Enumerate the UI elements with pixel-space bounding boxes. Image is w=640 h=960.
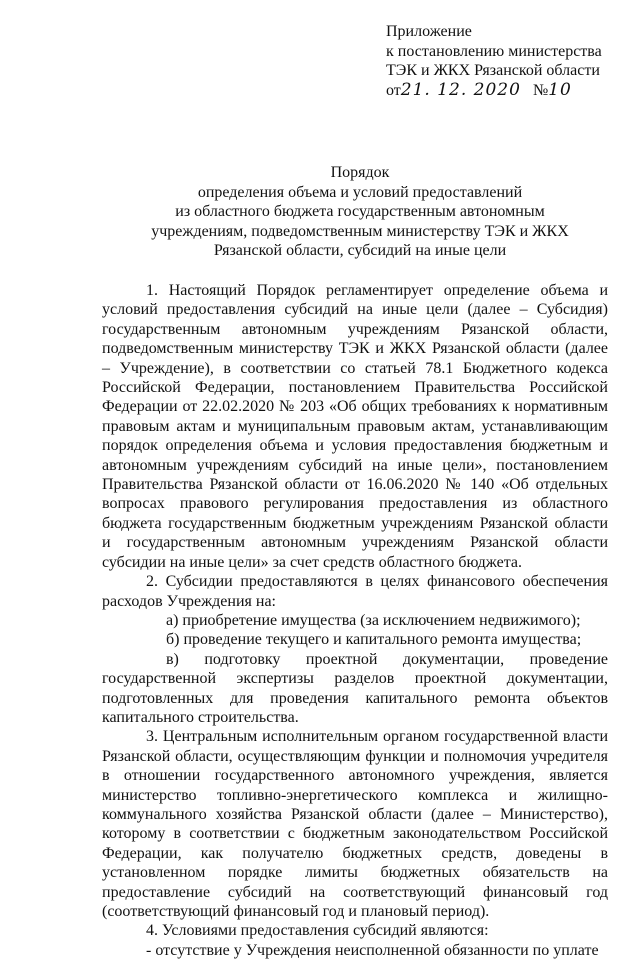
handwritten-number: 10: [548, 79, 572, 100]
annex-line-ministry: ТЭК и ЖКХ Рязанской области: [386, 62, 600, 79]
title-line-2: определения объема и условий предоставлений: [197, 183, 523, 201]
paragraph-1: 1. Настоящий Порядок регламентирует определение объема и условий предоставления субсидий на иные цели (далее – Субсидия) государственным автономным учреждениям Рязанской области, подведомственным министерству ТЭК и ЖКХ Рязанской области (далее – Учреждение), в соответствии со статьей 78.1 Бюджетного кодекса Российской Федерации, постановлением Правительства Российской Федерации от 22.02.2020 № 203 «Об общих требованиях к нормативным правовым актам и муниципальным правовым актам, устанавливающим порядок определения объема и условия предоставления бюджетным и автономным учреждениям субсидий на иные цели», постановлением Правительства Рязанской области от 16.06.2020 № 140 «Об отдельных вопросах правового регулирования предоставления из областного бюджета государственным бюджетным учреждениям Рязанской области и государственным автономным учреждениям Рязанской области субсидии на иные цели» за счет средств областного бюджета.: [102, 282, 608, 571]
document-title: [150, 163, 570, 261]
annex-title: Приложение: [386, 23, 472, 40]
paragraph-4: 4. Условиями предоставления субсидий являются:: [146, 922, 489, 940]
title-line-4: учреждениям, подведомственным министерству ТЭК и ЖКХ: [151, 222, 569, 240]
paragraph-2b: б) проведение текущего и капитального ремонта имущества;: [166, 631, 582, 649]
title-line-1: Порядок: [330, 164, 390, 181]
paragraph-3: 3. Центральным исполнительным органом государственной власти Рязанской области, осуществляющим функции и полномочия учредителя в отношении государственного автономного учреждения, является министерство топливно-энергетического комплекса и жилищно-коммунального хозяйства Рязанской области (далее – Министерство), которому в соответствии с бюджетным законодательством Российской Федерации, как получателю бюджетных средств, доведены в установленном порядке лимиты бюджетных обязательств на предоставление субсидий на соответствующий финансовый год (соответствующий финансовый год и плановый период).: [102, 728, 608, 920]
title-line-5: Рязанской области, субсидий на иные цели: [213, 242, 507, 259]
document-body: [102, 281, 608, 960]
paragraph-2: 2. Субсидии предоставляются в целях финансового обеспечения расходов Учреждения на:: [102, 573, 608, 610]
number-sign: №: [532, 81, 549, 99]
annex-line-resolution: к постановлению министерства: [386, 42, 602, 60]
paragraph-4a: - отсутствие у Учреждения неисполненной обязанности по уплате: [146, 941, 599, 959]
annex-date-line: [386, 81, 626, 101]
paragraph-2c: в) подготовку проектной документации, проведение государственной экспертизы разделов проектной документации, подготовленных для проведения капитального ремонта объектов капитального строительства.: [102, 650, 608, 726]
title-line-3: из областного бюджета государственным автономным: [175, 203, 545, 220]
handwritten-date: 21. 12. 2020: [400, 79, 521, 100]
paragraph-2a: а) приобретение имущества (за исключением недвижимого);: [166, 611, 581, 629]
date-prefix: от: [386, 81, 401, 99]
annex-header: [386, 22, 626, 100]
